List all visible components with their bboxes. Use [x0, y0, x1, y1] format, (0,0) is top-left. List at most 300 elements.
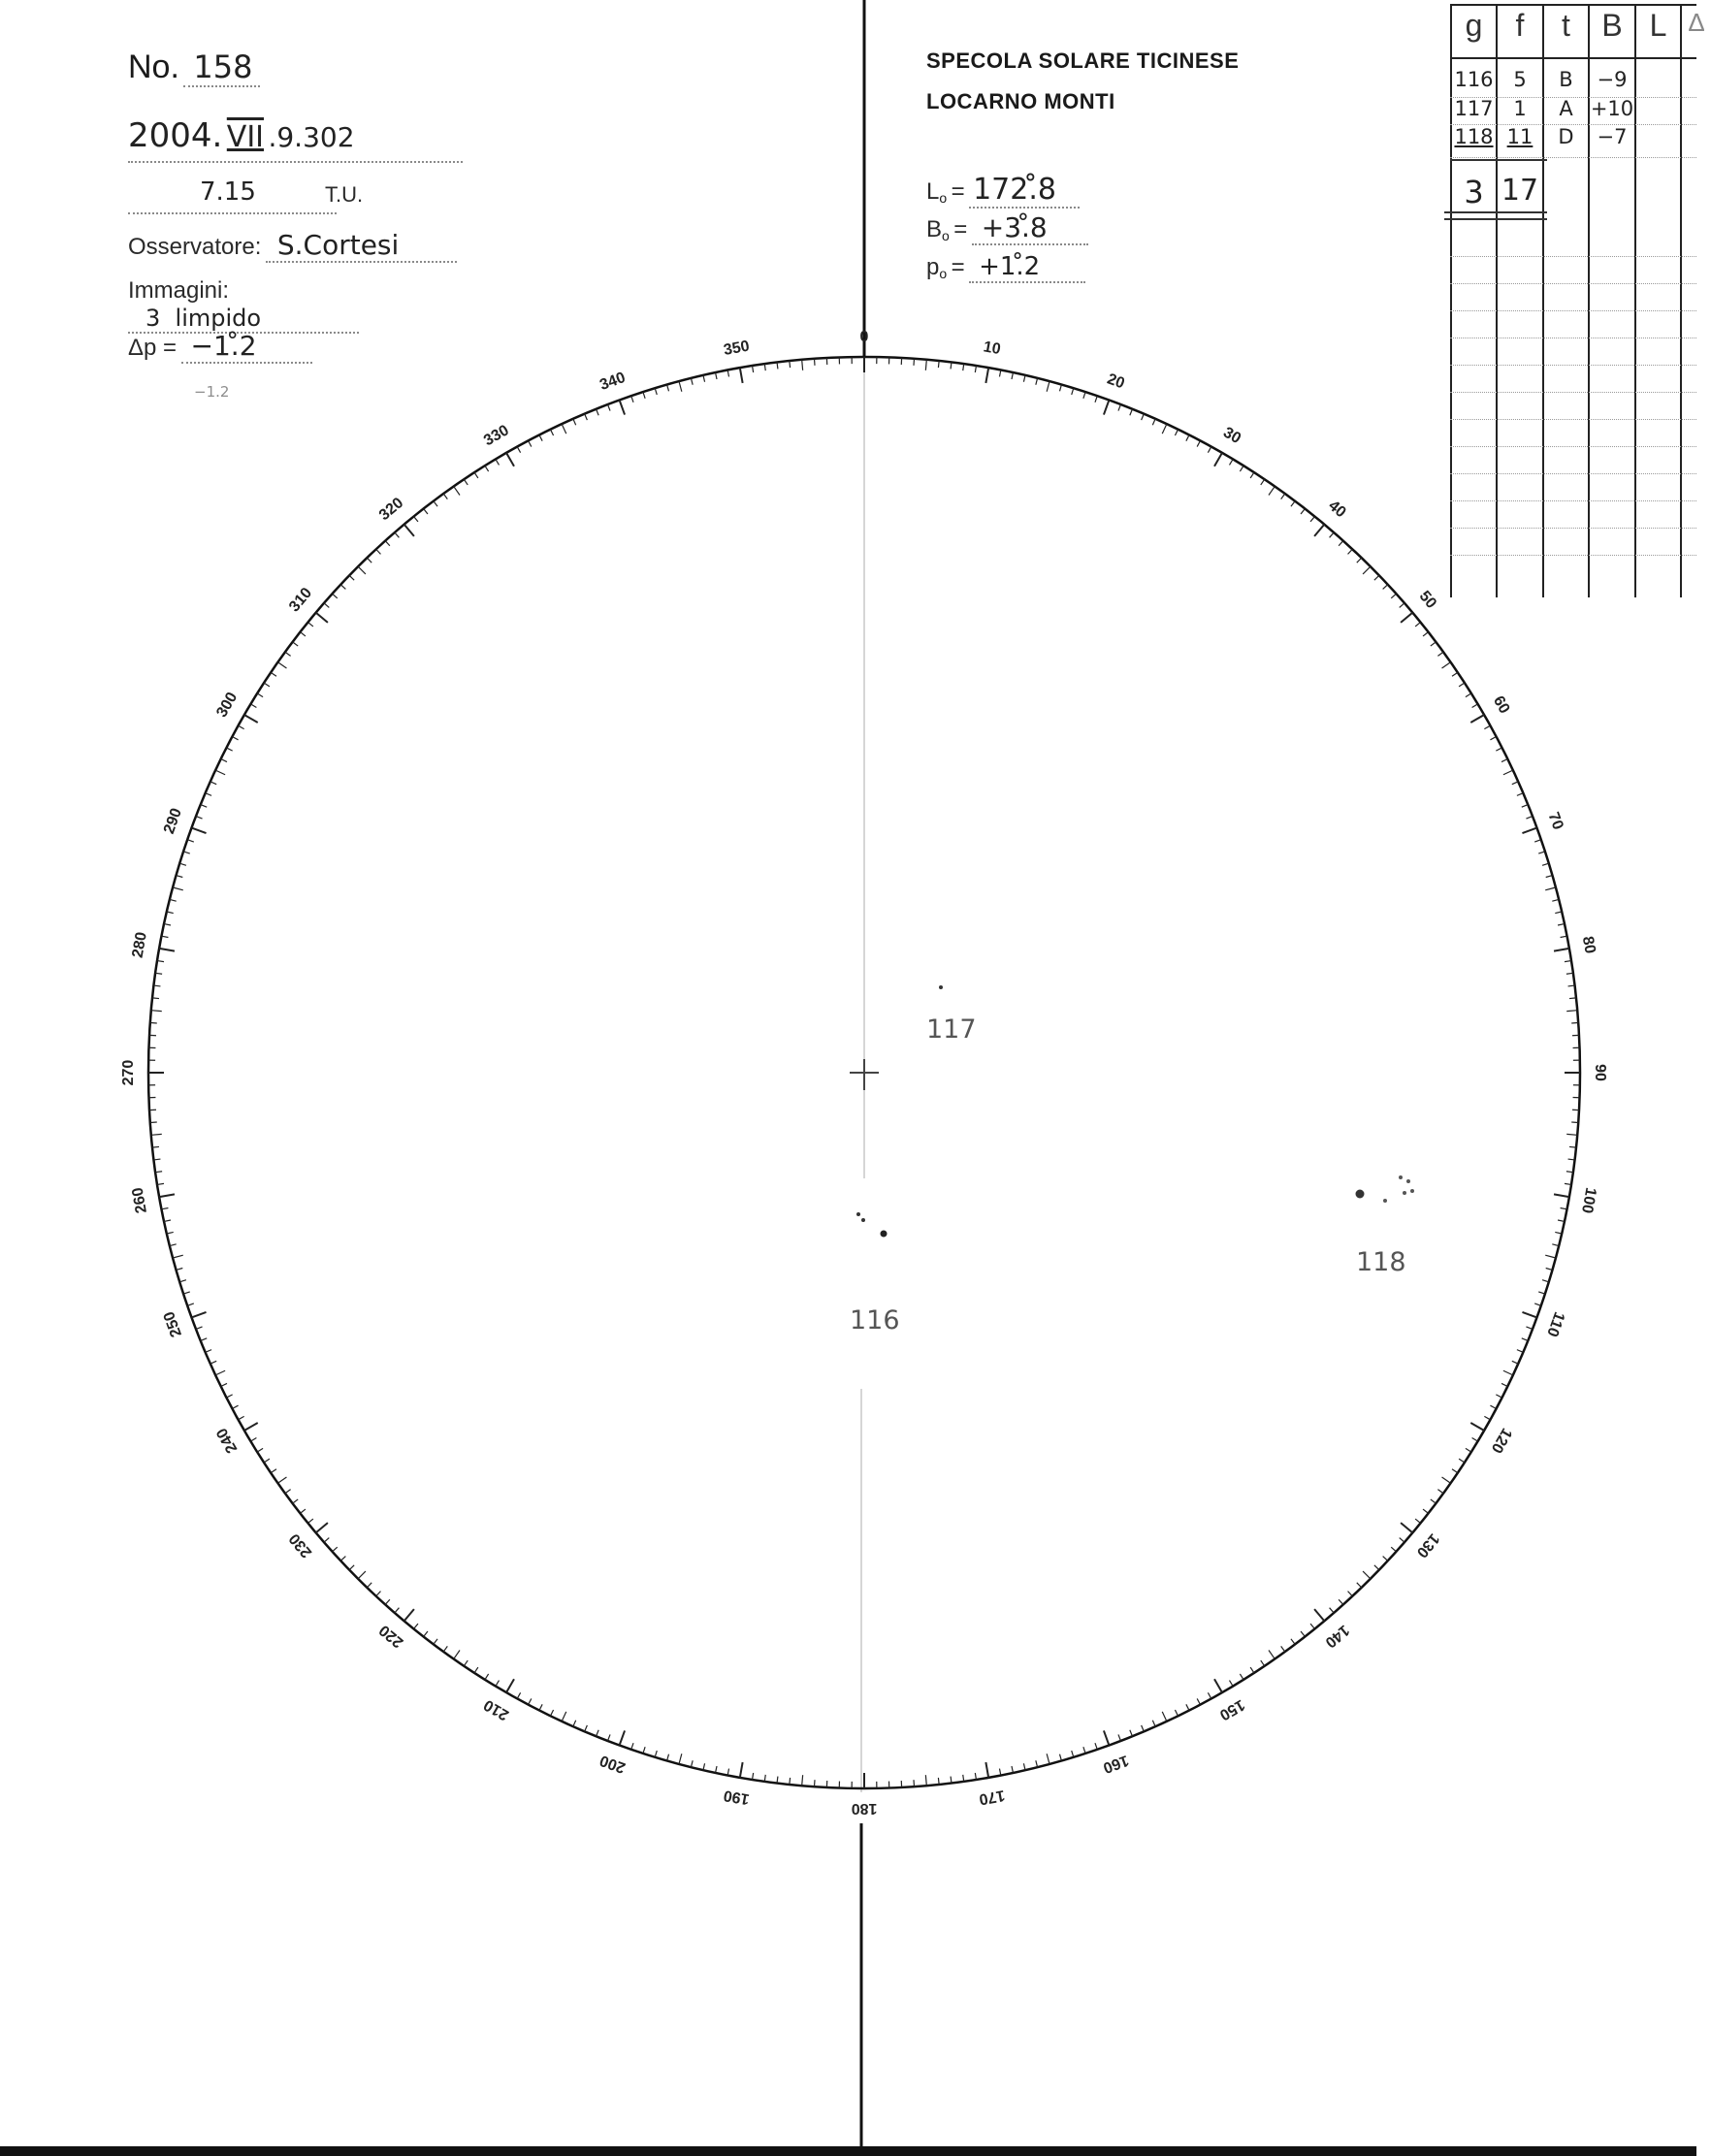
degree-tick: [1566, 1134, 1577, 1135]
sunspot: [939, 985, 943, 989]
date-day: .9.302: [268, 121, 355, 153]
degree-tick: [1568, 1159, 1575, 1160]
degree-tick: [1240, 466, 1243, 471]
degree-tick: [187, 1303, 194, 1305]
table-cell: 117: [1454, 97, 1494, 120]
degree-tick: [307, 1519, 312, 1523]
degree-tick: [414, 1624, 418, 1628]
degree-tick: [395, 532, 400, 537]
degree-tick: [485, 1674, 489, 1680]
degree-tick: [424, 1631, 428, 1637]
degree-tick: [250, 1437, 256, 1441]
degree-label: 280: [129, 930, 150, 959]
degree-tick: [1083, 1747, 1085, 1754]
degree-tick: [1130, 1730, 1133, 1736]
degree-tick: [464, 479, 468, 485]
degree-tick: [631, 396, 633, 402]
degree-tick: [244, 715, 258, 723]
degree-tick: [506, 453, 514, 467]
degree-tick: [285, 1490, 291, 1494]
degree-tick: [443, 494, 447, 499]
degree-label: 320: [375, 495, 407, 525]
degree-tick: [1526, 817, 1533, 820]
degree-tick: [277, 1477, 286, 1483]
degree-tick: [152, 1146, 159, 1147]
degree-tick: [1291, 501, 1295, 507]
degree-tick: [506, 1679, 514, 1692]
degree-label: 130: [1412, 1529, 1442, 1561]
B0-value: +3.̊8: [972, 211, 1088, 245]
degree-tick: [1400, 603, 1404, 608]
table-cell: 116: [1454, 68, 1494, 91]
degree-tick: [1310, 516, 1314, 521]
degree-tick: [1383, 585, 1388, 590]
degree-tick: [1162, 424, 1167, 434]
degree-tick: [1214, 453, 1222, 467]
degree-tick: [716, 372, 717, 379]
degree-tick: [802, 1775, 803, 1786]
degree-tick: [529, 1698, 532, 1704]
degree-tick: [454, 1651, 460, 1659]
degree-tick: [1250, 1667, 1254, 1673]
degree-tick: [1542, 863, 1549, 865]
degree-label: 180: [851, 1799, 878, 1817]
degree-tick: [1186, 434, 1189, 440]
degree-tick: [454, 486, 460, 495]
table-cell: 5: [1513, 68, 1527, 91]
degree-tick: [1512, 782, 1518, 785]
table-cell: 1: [1513, 97, 1527, 120]
degree-tick: [395, 1608, 400, 1613]
degree-label: 30: [1220, 424, 1244, 448]
observatory-location: LOCARNO MONTI: [926, 89, 1115, 113]
table-header-t: t: [1562, 8, 1570, 43]
degree-tick: [152, 998, 159, 999]
degree-tick: [1554, 949, 1569, 951]
p0-eq: =: [951, 254, 965, 280]
degree-tick: [443, 1646, 447, 1652]
degree-tick: [196, 817, 203, 820]
degree-tick: [206, 1350, 211, 1353]
degree-tick: [324, 603, 329, 608]
degree-tick: [655, 388, 657, 395]
degree-tick: [539, 1704, 542, 1710]
degree-tick: [376, 549, 381, 554]
degree-tick: [1470, 715, 1484, 723]
degree-tick: [1152, 419, 1155, 425]
sunspot: [1356, 1190, 1365, 1199]
sunspot: [856, 1212, 860, 1216]
degree-tick: [324, 1538, 329, 1543]
degree-tick: [215, 770, 225, 775]
degree-tick: [1330, 532, 1335, 537]
degree-tick: [232, 737, 238, 740]
degree-tick: [1142, 1725, 1145, 1731]
degree-tick: [239, 1416, 244, 1419]
degree-tick: [376, 1592, 381, 1596]
degree-tick: [573, 419, 576, 425]
sunspot: [1410, 1189, 1414, 1193]
degree-tick: [179, 863, 186, 865]
degree-tick: [1400, 1538, 1404, 1543]
degree-label: 60: [1489, 692, 1513, 717]
table-cell: +10: [1590, 97, 1634, 120]
degree-label: 260: [129, 1186, 150, 1215]
degree-label: 230: [286, 1529, 316, 1561]
degree-tick: [201, 1338, 207, 1341]
degree-tick: [1503, 1370, 1513, 1375]
degree-tick: [925, 360, 926, 370]
degree-tick: [232, 1405, 238, 1408]
degree-tick: [316, 1523, 328, 1532]
degree-tick: [1310, 1624, 1314, 1628]
degree-tick: [1401, 613, 1412, 623]
degree-tick: [1517, 1350, 1523, 1353]
degree-tick: [333, 594, 338, 598]
degree-tick: [1496, 1395, 1501, 1398]
degree-tick: [631, 1743, 633, 1750]
degree-tick: [485, 466, 489, 471]
degree-tick: [1558, 924, 1565, 925]
degree-label: 330: [481, 422, 512, 450]
L0-label: L: [926, 178, 940, 205]
page-bottom-edge: [0, 2146, 1696, 2156]
degree-tick: [1391, 594, 1396, 598]
degree-label: 250: [160, 1308, 186, 1339]
degree-tick: [1261, 479, 1265, 485]
degree-tick: [271, 672, 276, 676]
degree-tick: [716, 1766, 717, 1773]
degree-tick: [1431, 1499, 1437, 1503]
degree-tick: [550, 1710, 553, 1716]
observer-label: Osservatore:: [128, 234, 262, 260]
degree-tick: [215, 1370, 225, 1375]
degree-tick: [1522, 1338, 1528, 1341]
degree-tick: [1545, 887, 1556, 890]
degree-tick: [404, 525, 414, 536]
time-unit: T.U.: [325, 182, 364, 207]
degree-tick: [192, 828, 207, 833]
observatory-name: SPECOLA SOLARE TICINESE: [926, 48, 1240, 73]
degree-tick: [1330, 1608, 1335, 1613]
degree-tick: [1442, 1477, 1451, 1483]
degree-tick: [1229, 1681, 1233, 1687]
degree-label: 20: [1105, 370, 1127, 393]
report-number-label: No.: [128, 48, 179, 85]
degree-tick: [1301, 508, 1305, 514]
degree-tick: [183, 852, 190, 853]
degree-tick: [1545, 1255, 1556, 1258]
table-cell: A: [1559, 97, 1573, 120]
degree-label: 50: [1415, 588, 1440, 612]
degree-tick: [170, 1244, 177, 1246]
degree-tick: [608, 404, 611, 411]
degree-tick: [585, 1725, 588, 1731]
sunspot: [1406, 1179, 1410, 1183]
p0-label: p: [926, 254, 940, 280]
degree-tick: [951, 1777, 952, 1784]
degree-tick: [154, 985, 161, 986]
degree-tick: [562, 424, 566, 434]
degree-tick: [1415, 623, 1420, 627]
degree-tick: [1542, 1280, 1549, 1282]
degree-tick: [608, 1734, 611, 1741]
degree-tick: [1415, 1519, 1420, 1523]
degree-tick: [300, 632, 306, 636]
degree-tick: [293, 1499, 299, 1503]
degree-tick: [1036, 378, 1038, 385]
L0-value: 172.̊8: [969, 173, 1080, 209]
degree-tick: [1012, 372, 1013, 379]
degree-tick: [1568, 985, 1575, 986]
degree-tick: [179, 1280, 186, 1282]
degree-label: 200: [597, 1751, 629, 1777]
degree-tick: [1186, 1704, 1189, 1710]
sunspot: [1399, 1175, 1403, 1179]
degree-label: 120: [1487, 1425, 1515, 1456]
degree-tick: [250, 704, 256, 708]
p0-value: +1.̊2: [969, 252, 1085, 283]
degree-tick: [300, 1509, 306, 1513]
degree-tick: [474, 472, 478, 478]
degree-tick: [1208, 1692, 1211, 1698]
degree-tick: [349, 575, 354, 580]
degree-tick: [1522, 828, 1536, 833]
table-header-L: L: [1649, 8, 1667, 43]
degree-tick: [1496, 748, 1501, 751]
degree-tick: [573, 1721, 576, 1726]
B0-sub: o: [942, 228, 950, 244]
degree-tick: [691, 1760, 693, 1767]
degree-tick: [790, 1778, 791, 1785]
degree-tick: [1522, 805, 1528, 808]
table-cell: 118: [1454, 125, 1494, 148]
degree-tick: [1269, 486, 1275, 495]
sunspot: [881, 1231, 888, 1238]
degree-tick: [1459, 683, 1465, 687]
B0-eq: =: [953, 216, 968, 242]
degree-tick: [529, 440, 532, 446]
degree-tick: [1281, 494, 1285, 499]
degree-label: 70: [1544, 810, 1566, 832]
degree-tick: [1558, 1220, 1565, 1221]
degree-tick: [1452, 672, 1458, 676]
degree-tick: [1357, 1583, 1362, 1588]
degree-tick: [1214, 1679, 1222, 1692]
degree-tick: [1470, 1423, 1484, 1431]
L0-sub: o: [939, 190, 948, 207]
degree-tick: [264, 1459, 270, 1463]
degree-tick: [1374, 1565, 1379, 1570]
degree-tick: [1555, 912, 1562, 914]
degree-label: 80: [1578, 935, 1598, 955]
degree-tick: [1339, 541, 1343, 546]
degree-tick: [1503, 770, 1513, 775]
degree-tick: [173, 1255, 183, 1258]
degree-tick: [1197, 440, 1200, 446]
degree-tick: [1431, 642, 1437, 646]
degree-tick: [1072, 388, 1074, 395]
degree-tick: [1047, 381, 1049, 392]
degree-tick: [1152, 1721, 1155, 1726]
degree-tick: [539, 434, 542, 440]
degree-tick: [1490, 1405, 1496, 1408]
degree-tick: [1466, 693, 1471, 697]
L0-eq: =: [951, 178, 965, 205]
degree-tick: [221, 758, 227, 761]
degree-tick: [257, 693, 263, 697]
degree-label: 100: [1578, 1186, 1599, 1215]
table-total-groups: 3: [1464, 174, 1484, 210]
time-value: 7.15: [200, 177, 256, 207]
table-cell: −9: [1597, 68, 1628, 91]
degree-label: 170: [978, 1786, 1007, 1808]
degree-tick: [1423, 632, 1429, 636]
degree-tick: [367, 558, 371, 563]
degree-label: 310: [286, 584, 316, 616]
degree-tick: [210, 782, 216, 785]
degree-tick: [173, 887, 183, 890]
degree-tick: [1512, 1361, 1518, 1364]
degree-tick: [307, 623, 312, 627]
degree-tick: [1208, 447, 1211, 453]
degree-tick: [802, 360, 803, 370]
degree-tick: [1538, 852, 1545, 853]
degree-tick: [1130, 409, 1133, 415]
table-cell: 11: [1506, 125, 1533, 148]
degree-tick: [271, 1469, 276, 1473]
degree-tick: [1175, 1710, 1178, 1716]
degree-tick: [1269, 1651, 1275, 1659]
degree-tick: [151, 1011, 162, 1012]
degree-tick: [367, 1583, 371, 1588]
table-header-delta: Δ: [1688, 8, 1705, 37]
degree-tick: [183, 1292, 190, 1294]
degree-tick: [1240, 1674, 1243, 1680]
degree-tick: [1197, 1698, 1200, 1704]
degree-tick: [777, 363, 778, 370]
degree-tick: [1357, 558, 1362, 563]
degree-tick: [1095, 1743, 1097, 1750]
degree-tick: [1484, 725, 1490, 728]
degree-tick: [740, 1762, 743, 1778]
degree-tick: [1348, 549, 1353, 554]
degree-tick: [985, 368, 988, 383]
degree-tick: [257, 1448, 263, 1452]
degree-tick: [1095, 396, 1097, 402]
degree-label: 190: [722, 1786, 751, 1808]
degree-tick: [496, 459, 500, 465]
degree-tick: [285, 652, 291, 656]
degree-tick: [938, 1778, 939, 1785]
degree-tick: [643, 1747, 645, 1754]
degree-tick: [703, 1763, 705, 1770]
degree-tick: [464, 1660, 468, 1666]
table-header-B: B: [1601, 8, 1623, 43]
table-total-spots: 17: [1501, 174, 1539, 208]
degree-tick: [925, 1775, 926, 1786]
degree-label: 140: [1321, 1621, 1353, 1651]
degree-tick: [1363, 1571, 1371, 1579]
degree-tick: [1261, 1660, 1265, 1666]
degree-tick: [164, 1220, 171, 1221]
degree-tick: [340, 1557, 345, 1561]
degree-tick: [264, 683, 270, 687]
group-label-118: 118: [1356, 1247, 1406, 1277]
degree-tick: [1534, 1303, 1541, 1305]
degree-tick: [404, 1609, 414, 1621]
degree-tick: [385, 1599, 390, 1604]
degree-tick: [293, 642, 299, 646]
degree-tick: [1554, 1194, 1569, 1197]
degree-tick: [1175, 430, 1178, 435]
degree-tick: [1250, 472, 1254, 478]
degree-tick: [206, 793, 211, 796]
degree-tick: [938, 361, 939, 368]
degree-tick: [1566, 1011, 1577, 1012]
degree-tick: [1301, 1631, 1305, 1637]
sunspot: [1383, 1199, 1387, 1203]
degree-label: 40: [1325, 497, 1349, 522]
degree-tick: [1012, 1766, 1013, 1773]
degree-tick: [358, 566, 366, 574]
date-month: VII: [226, 120, 265, 154]
degree-tick: [550, 430, 553, 435]
degree-tick: [385, 541, 390, 546]
degree-tick: [517, 1692, 520, 1698]
degree-tick: [239, 725, 244, 728]
degree-tick: [1472, 704, 1478, 708]
degree-tick: [358, 1571, 366, 1579]
degree-label: 150: [1216, 1695, 1247, 1723]
degree-tick: [1534, 840, 1541, 842]
degree-tick: [1517, 793, 1523, 796]
degree-label: 160: [1100, 1751, 1131, 1777]
degree-tick: [597, 1730, 599, 1736]
degree-tick: [316, 613, 328, 623]
degree-tick: [1104, 401, 1109, 415]
degree-label: 90: [1591, 1064, 1608, 1081]
degree-tick: [643, 392, 645, 399]
degree-tick: [1348, 1592, 1353, 1596]
degree-tick: [1281, 1646, 1285, 1652]
degree-tick: [1023, 1763, 1025, 1770]
degree-tick: [1522, 1312, 1536, 1317]
degree-tick: [170, 899, 177, 901]
degree-tick: [1490, 737, 1496, 740]
B0-label: B: [926, 216, 943, 242]
degree-tick: [340, 585, 345, 590]
degree-label: 340: [597, 369, 629, 395]
degree-tick: [1526, 1327, 1533, 1330]
degree-tick: [226, 1395, 232, 1398]
degree-tick: [1118, 404, 1121, 411]
degree-tick: [210, 1361, 216, 1364]
degree-tick: [192, 1312, 207, 1317]
degree-tick: [1314, 525, 1324, 536]
degree-tick: [414, 516, 418, 521]
degree-label: 210: [481, 1695, 512, 1723]
degree-tick: [151, 1134, 162, 1135]
degree-tick: [333, 1547, 338, 1552]
images-value: 3 limpido: [128, 305, 359, 334]
date-year: 2004.: [128, 116, 223, 155]
degree-tick: [1484, 1416, 1490, 1419]
degree-tick: [1229, 459, 1233, 465]
degree-tick: [167, 912, 174, 914]
degree-tick: [679, 1754, 682, 1764]
degree-tick: [1552, 899, 1559, 901]
